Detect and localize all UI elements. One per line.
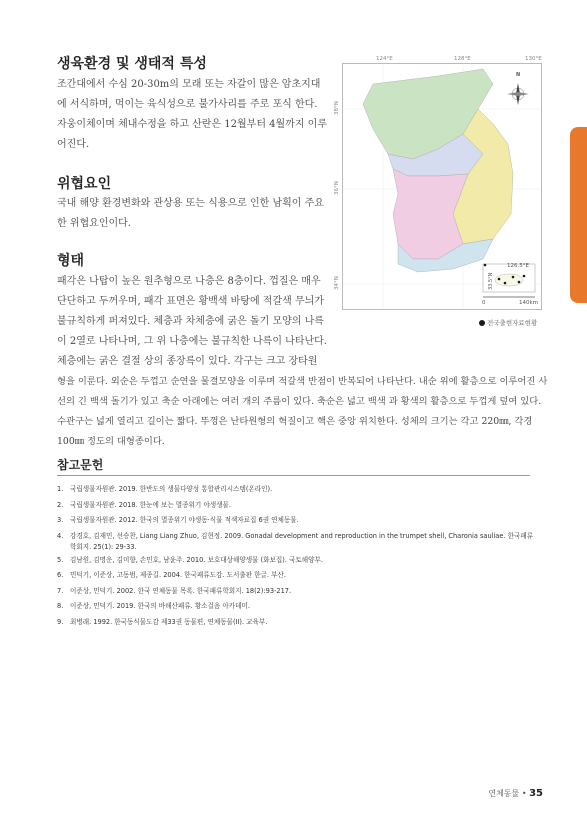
reference-item	[57, 553, 537, 569]
distribution-map	[334, 56, 542, 310]
habitat-line: 에 서식하며, 먹이는 육식성으로 불가사리를 주로 포식 한다.	[57, 99, 318, 110]
references-divider	[57, 475, 530, 476]
compass-label: N	[516, 72, 521, 78]
reference-number: 6.	[57, 571, 64, 579]
reference-number: 2.	[57, 500, 64, 509]
threats-line: 한 위협요인이다.	[57, 218, 131, 229]
reference-item	[57, 482, 537, 498]
reference-number: 8.	[57, 602, 64, 610]
reference-number: 9.	[57, 617, 64, 626]
occurrence-point	[518, 281, 521, 284]
compass-rose-icon	[507, 83, 529, 105]
morphology-line: 단단하고 두꺼우며, 패각 표면은 황백색 바탕에 적갈색 무늬가	[57, 296, 324, 307]
reference-text: 이준상, 민덕기. 2019. 한국의 바해산패류. 황소걸음 아카데미.	[70, 602, 250, 610]
reference-number: 5.	[57, 555, 64, 564]
habitat-text	[57, 75, 327, 155]
reference-text: 이준상, 민덕기. 2002. 한국 연체동물 목록. 한국패류학회지. 18(2):93-217.	[70, 586, 292, 595]
reference-list	[57, 482, 537, 630]
occurrence-point	[498, 278, 501, 281]
threats-title: 위협요인	[57, 176, 112, 192]
morphology-title: 형태	[57, 253, 85, 269]
map-legend-label: 전국출현자료현황	[487, 319, 538, 327]
reference-number: 3.	[57, 516, 64, 524]
references-title: 참고문헌	[57, 458, 104, 472]
reference-text: 국립생물자원관. 2018. 한눈에 보는 멸종위기 야생생물.	[70, 500, 231, 509]
morphology-line: 수관구는 넓게 열리고 길이는 짧다. 뚜껑은 난타원형의 혁질이고 핵은 중앙 위치한다. 성체의 크기는 각고 220㎜, 각경	[57, 416, 533, 427]
reference-item	[57, 584, 537, 600]
reference-item	[57, 568, 537, 584]
reference-item	[57, 498, 537, 514]
occurrence-point	[512, 276, 515, 279]
reference-number: 4.	[57, 531, 64, 540]
reference-item	[57, 615, 537, 631]
footer-section-label: 연체동물	[488, 789, 520, 798]
morphology-line: 체층에는 굵은 결절 상의 종장륵이 있다. 각구는 크고 장타원	[57, 356, 318, 367]
threats-text	[57, 194, 324, 234]
threats-line: 국내 해양 환경변화와 관상용 또는 식용으로 인한 남획이 주요	[57, 198, 324, 209]
morphology-line: 불규칙하게 퍼져있다. 체층과 차체층에 굵은 돌기 모양의 나륵	[57, 316, 324, 327]
scale-start-label: 0	[482, 300, 486, 306]
occurrence-point	[523, 275, 526, 278]
reference-item	[57, 513, 537, 529]
korea-map-graphic	[343, 64, 541, 309]
reference-text: 김남원, 김명운, 김미향, 손민호, 남윤주. 2010. 보호대상해양생물 (화보집). 국토해양부.	[70, 555, 323, 564]
chapter-side-tab	[570, 127, 587, 303]
morphology-line: 선의 긴 백색 돌기가 있고 축순 아래에는 여러 개의 주름이 있다. 축순은 넓고 백색 과 황색의 활층으로 두껍게 덮여 있다.	[57, 396, 542, 407]
scale-end-label: 140km	[519, 300, 539, 306]
reference-text: 민덕기, 이준상, 고동범, 제종길. 2004. 한국패류도감. 도서출판 한글. 부산.	[70, 571, 286, 579]
morphology-line: 패각은 나탑이 높은 원추형으로 나층은 8층이다. 껍질은 매우	[57, 276, 321, 287]
lon-label: 124°E	[376, 56, 393, 62]
lat-label: 38°N	[334, 101, 340, 115]
morphology-line: 이 2열로 나타나며, 그 위 나층에는 불규칙한 나륵이 나타난다.	[57, 336, 327, 347]
page-footer	[488, 788, 543, 799]
reference-item	[57, 599, 537, 615]
reference-number: 1.	[57, 485, 64, 493]
habitat-title: 생육환경 및 생태적 특성	[57, 56, 207, 72]
inset-lat-label: 33.5°N	[488, 272, 494, 290]
reference-text: 국립생물자원관. 2012. 한국의 멸종위기 야생동·식물 적색자료집 6권 연체동물.	[70, 516, 299, 524]
reference-number: 7.	[57, 586, 64, 595]
reference-text: 최병래. 1992. 한국동식물도감 제33권 동물편, 연체동물(II). 교육부.	[70, 617, 268, 626]
habitat-line: 어진다.	[57, 139, 90, 150]
reference-item	[57, 529, 537, 553]
morphology-line: 100㎜ 정도의 대형종이다.	[57, 436, 165, 447]
habitat-line: 자웅이체이며 체내수정을 하고 산란은 12월부터 4월까지 이루	[57, 119, 327, 130]
lon-label: 128°E	[454, 56, 471, 62]
morphology-line: 형을 이룬다. 외순은 두껍고 순연을 물결모양을 이루며 적갈색 반점이 반복되어 나타난다. 내순 위에 활층으로 이루어진 사	[57, 376, 548, 387]
page-number: 35	[529, 788, 543, 799]
inset-lon-label: 126.5°E	[507, 263, 529, 269]
occurrence-legend-icon	[479, 320, 485, 326]
lat-label: 36°N	[334, 181, 340, 195]
reference-text: 국립생물자원관. 2019. 한반도의 생물다양성 통합관리시스템(온라인).	[70, 485, 273, 493]
map-legend	[479, 318, 537, 327]
occurrence-point	[484, 264, 487, 267]
lon-label: 130°E	[525, 56, 542, 62]
footer-bullet: •	[521, 789, 527, 798]
reference-text: 강경호, 김재민, 선승찬, Liang Liang Zhuo, 김현정. 2009. Gonadal development and reproduction in the trumpet shell, Charonia sauliae. 한국패류학회지. 25(1): 29-33.	[70, 531, 534, 551]
occurrence-point	[504, 282, 507, 285]
lat-label: 34°N	[334, 276, 340, 290]
habitat-line: 조간대에서 수심 20-30m의 모래 또는 자갈이 많은 암초지대	[57, 79, 321, 90]
